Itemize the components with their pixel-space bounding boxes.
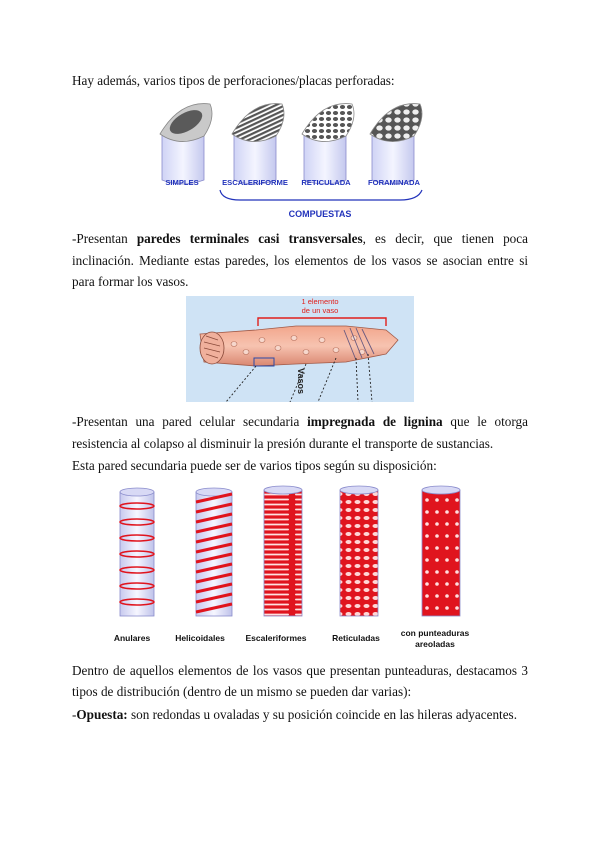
para6-prefix: - (72, 707, 77, 722)
para2-bold: paredes terminales casi transversales (136, 231, 363, 246)
label-reticulada: RETICULADA (301, 178, 351, 187)
label-escaleriforme: ESCALERIFORME (222, 178, 288, 187)
label-punteaduras-1: con punteaduras (400, 628, 470, 638)
opuesta-paragraph (72, 705, 528, 725)
para3-suffix: que le otorga resistencia al colapso al disminuir la presión durante el transporte de sustancias. (72, 414, 528, 451)
terminal-walls-paragraph (72, 228, 528, 293)
vessel-label: Vasos (296, 368, 306, 395)
label-compuestas: COMPUESTAS (288, 209, 352, 219)
scalariform-tube (264, 486, 302, 616)
pitted-tube (422, 486, 460, 616)
reticulate-tube (340, 486, 378, 616)
compuestas-bracket (220, 190, 422, 200)
para3-bold: impregnada de lignina (307, 414, 443, 429)
label-reticuladas: Reticuladas (332, 633, 380, 643)
intro-paragraph: Hay además, varios tipos de perforaciones/placas perforadas: (72, 73, 395, 88)
lignin-paragraph (72, 411, 528, 454)
bracket-label-2: de un vaso (301, 306, 339, 315)
para6-suffix: son redondas u ovaladas y su posición coincide en las hileras adyacentes. (127, 707, 517, 722)
label-simples: SIMPLES (165, 178, 199, 187)
secondary-wall-types-figure (92, 482, 508, 657)
para6-bold: Opuesta: (76, 707, 128, 722)
reticulate-plate-tube (302, 104, 354, 184)
foraminate-plate-tube (370, 104, 422, 184)
para2-prefix: -Presentan (72, 231, 137, 246)
perforation-plates-figure (150, 92, 440, 222)
label-punteaduras-2: areoladas (415, 639, 455, 649)
label-helicoidales: Helicoidales (175, 633, 225, 643)
bracket-label-1: 1 elemento (301, 297, 339, 306)
vessel-element-figure (186, 296, 414, 402)
helical-tube (196, 488, 232, 616)
simple-plate-tube (160, 104, 212, 184)
para2-suffix: , es decir, que tienen poca inclinación. Mediante estas paredes, los elementos de los vasos se asocian entre si para formar los vasos. (72, 231, 528, 289)
annular-tube (120, 488, 154, 616)
label-escaleriformes: Escaleriformes (245, 633, 307, 643)
para3-prefix: -Presentan una pared celular secundaria (72, 414, 308, 429)
label-anulares: Anulares (113, 633, 151, 643)
label-foraminada: FORAMINADA (368, 178, 420, 187)
pit-distribution-paragraph: Dentro de aquellos elementos de los vasos que presentan punteaduras, destacamos 3 tipos de distribución (dentro de un mismo se pueden dar varias): (72, 663, 528, 699)
wall-types-paragraph: Esta pared secundaria puede ser de varios tipos según su disposición: (72, 458, 437, 473)
scalariform-plate-tube (232, 104, 284, 184)
